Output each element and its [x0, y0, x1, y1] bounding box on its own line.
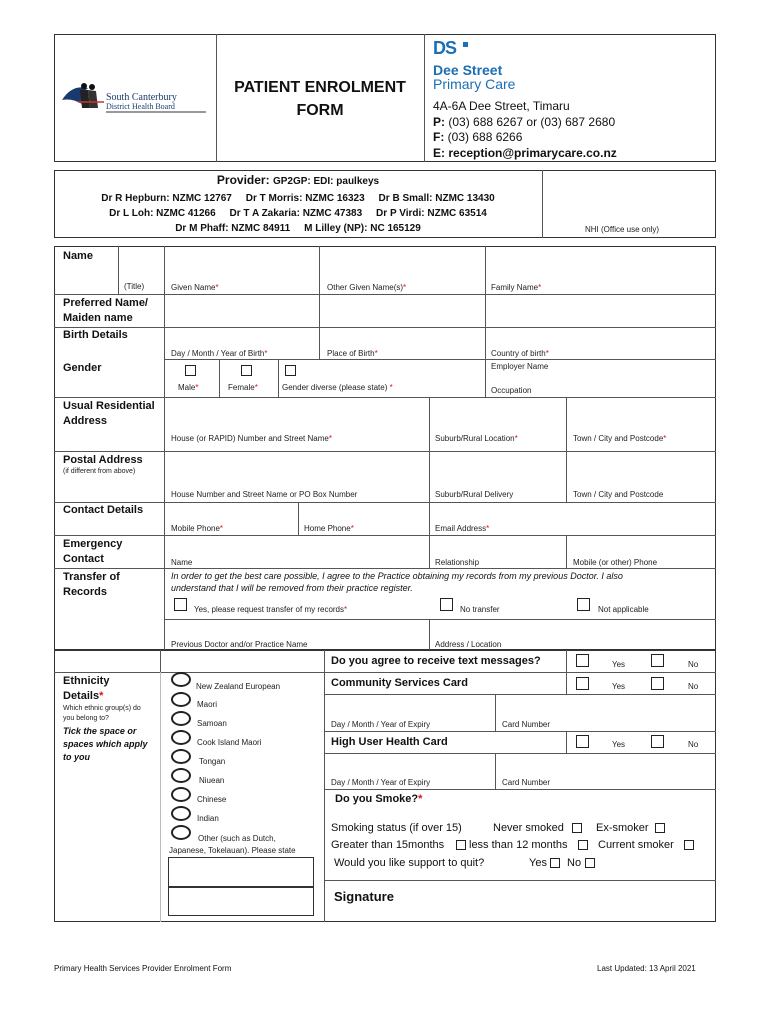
ethnicity-option: Niuean	[199, 776, 225, 785]
title-field[interactable]	[119, 247, 163, 281]
text-yes-label: Yes	[612, 660, 626, 669]
ethnicity-option-circle[interactable]	[171, 806, 191, 821]
huhc-label: High User Health Card	[331, 736, 448, 748]
other-given-field[interactable]	[320, 247, 484, 281]
other-given-label: Other Given Name(s)*	[327, 283, 407, 292]
country-birth-label: Country of birth*	[491, 349, 549, 358]
emergency-name-field[interactable]	[165, 536, 428, 556]
csc-no-label: No	[688, 682, 699, 691]
transfer-text: In order to get the best care possible, I agree to the Practice obtaining my records from my previous Doctor. I also understand that I will be removed from their practice register.	[171, 571, 623, 593]
family-name-field[interactable]	[486, 247, 715, 281]
current-smoker-checkbox[interactable]	[684, 840, 694, 850]
ethnicity-question: Which ethnic group(s) do you belong to?	[63, 705, 141, 722]
csc-no-checkbox[interactable]	[651, 677, 664, 690]
dhb-emblem-icon	[60, 78, 110, 118]
dhb-name-2: District Health Board	[106, 102, 175, 111]
practice-address: 4A-6A Dee Street, Timaru	[433, 99, 570, 113]
practice-phone: P: (03) 688 6267 or (03) 687 2680	[433, 115, 616, 129]
suburb-location-label: Suburb/Rural Location*	[435, 434, 518, 443]
postal-label: Postal Address	[63, 454, 143, 466]
ethnicity-other-field-1[interactable]	[168, 857, 314, 887]
male-checkbox[interactable]	[185, 365, 196, 376]
form-title	[216, 76, 424, 122]
occupation-field[interactable]	[576, 378, 715, 396]
residential-street-field[interactable]	[165, 398, 428, 432]
signature-label: Signature	[334, 889, 394, 904]
mobile-label: Mobile Phone*	[171, 524, 224, 533]
name-label: Name	[63, 250, 93, 262]
ethnicity-option-circle[interactable]	[171, 749, 191, 764]
huhc-no-label: No	[688, 740, 699, 749]
less-12-checkbox[interactable]	[578, 840, 588, 850]
prev-address-field[interactable]	[430, 620, 715, 638]
employer-label: Employer Name	[491, 362, 549, 371]
no-transfer-checkbox[interactable]	[440, 598, 453, 611]
provider-line3: Dr M Phaff: NZMC 84911 M Lilley (NP): NC 165129	[175, 223, 421, 234]
town-postcode2-label: Town / City and Postcode	[573, 490, 664, 499]
ex-smoker-checkbox[interactable]	[655, 823, 665, 833]
prev-doctor-label: Previous Doctor and/or Practice Name	[171, 640, 308, 649]
suburb-delivery-label: Suburb/Rural Delivery	[435, 490, 514, 499]
gender-diverse-checkbox[interactable]	[285, 365, 296, 376]
provider-line2: Dr L Loh: NZMC 41266 Dr T A Zakaria: NZMC 47383 Dr P Virdi: NZMC 63514	[109, 208, 487, 219]
csc-card-number-field[interactable]	[496, 695, 715, 718]
ethnicity-option-circle[interactable]	[171, 787, 191, 802]
dob-label: Day / Month / Year of Birth*	[171, 349, 268, 358]
huhc-yes-checkbox[interactable]	[576, 735, 589, 748]
transfer-label: Transfer of Records	[63, 571, 120, 598]
email-label: Email Address*	[435, 524, 490, 533]
male-label: Male*	[178, 383, 199, 392]
huhc-no-checkbox[interactable]	[651, 735, 664, 748]
ethnicity-option-circle[interactable]	[171, 768, 191, 783]
practice-email: E: reception@primarycare.co.nz	[433, 146, 617, 160]
form-title-line2: FORM	[296, 102, 344, 119]
signature-field[interactable]	[400, 882, 715, 920]
dob-field[interactable]	[165, 328, 318, 348]
quit-support-label: Would you like support to quit?	[334, 857, 485, 869]
gender-label: Gender	[63, 362, 102, 374]
less-12-label: less than 12 months	[469, 839, 568, 851]
relationship-field[interactable]	[430, 536, 565, 556]
ethnicity-option: Indian	[197, 814, 219, 823]
title-label: (Title)	[124, 282, 145, 291]
ethnicity-other-field-2[interactable]	[168, 887, 314, 916]
csc-expiry-field[interactable]	[325, 695, 494, 718]
text-no-label: No	[688, 660, 699, 669]
given-name-field[interactable]	[165, 247, 318, 281]
huhc-expiry-label: Day / Month / Year of Expiry	[331, 778, 431, 787]
yes-transfer-label: Yes, please request transfer of my records*	[194, 605, 348, 614]
yes-transfer-checkbox[interactable]	[174, 598, 187, 611]
text-no-checkbox[interactable]	[651, 654, 664, 667]
quit-no-checkbox[interactable]	[585, 858, 595, 868]
greater-15-label: Greater than 15months	[331, 839, 445, 851]
gender-diverse-label: Gender diverse (please state) *	[282, 383, 393, 392]
practice-fax: F: (03) 688 6266	[433, 130, 523, 144]
ethnicity-option: Samoan	[197, 719, 227, 728]
dhb-name-1: South Canterbury	[106, 92, 177, 103]
ethnicity-option-circle[interactable]	[171, 711, 191, 726]
residential-suburb-field[interactable]	[430, 398, 565, 432]
csc-expiry-label: Day / Month / Year of Expiry	[331, 720, 431, 729]
ethnicity-label: Ethnicity Details*	[63, 675, 110, 702]
ethnicity-option: Cook Island Maori	[197, 738, 262, 747]
smoking-status-label: Smoking status (if over 15)	[331, 822, 462, 834]
postal-town-field[interactable]	[567, 452, 715, 488]
not-applicable-checkbox[interactable]	[577, 598, 590, 611]
dhb-logo	[60, 78, 210, 118]
brand-sub: Primary Care	[433, 76, 516, 92]
brand-name: Dee Street	[433, 62, 503, 78]
home-phone-field[interactable]	[299, 503, 428, 523]
brand-logo	[433, 38, 468, 59]
postal-street-field[interactable]	[165, 452, 428, 488]
quit-yes-checkbox[interactable]	[550, 858, 560, 868]
prev-doctor-field[interactable]	[165, 620, 428, 638]
mobile-other-label: Mobile (or other) Phone	[573, 558, 658, 567]
employer-field[interactable]	[486, 360, 715, 376]
ethnicity-option-circle[interactable]	[171, 730, 191, 745]
female-label: Female*	[228, 383, 258, 392]
place-birth-field[interactable]	[320, 328, 484, 348]
emergency-name-label: Name	[171, 558, 193, 567]
csc-card-number-label: Card Number	[502, 720, 551, 729]
smoke-question: Do you Smoke?*	[335, 793, 423, 805]
postal-suburb-field[interactable]	[430, 452, 565, 488]
quit-yes-label: Yes	[529, 857, 547, 869]
ethnicity-option: Maori	[197, 700, 218, 709]
ex-smoker-label: Ex-smoker	[596, 822, 649, 834]
text-yes-checkbox[interactable]	[576, 654, 589, 667]
relationship-label: Relationship	[435, 558, 480, 567]
email-field[interactable]	[430, 503, 715, 523]
emergency-phone-field[interactable]	[567, 536, 715, 556]
never-smoked-label: Never smoked	[493, 822, 564, 834]
csc-yes-checkbox[interactable]	[576, 677, 589, 690]
huhc-card-number-field[interactable]	[496, 754, 715, 776]
ethnicity-option-circle[interactable]	[171, 692, 191, 707]
country-birth-field[interactable]	[486, 328, 715, 348]
quit-no-label: No	[567, 857, 582, 869]
home-phone-label: Home Phone*	[304, 524, 354, 533]
nhi-label: NHI (Office use only)	[585, 225, 660, 234]
house-rapid-label: House (or RAPID) Number and Street Name*	[171, 434, 332, 443]
ethnicity-other-label: Other (such as Dutch, Japanese, Tokelauan). Please state	[169, 834, 296, 855]
given-name-label: Given Name*	[171, 283, 219, 292]
current-smoker-label: Current smoker	[598, 839, 674, 851]
contact-label: Contact Details	[63, 504, 144, 516]
ethnicity-option-circle[interactable]	[171, 672, 191, 687]
postal-note: (if different from above)	[63, 468, 136, 475]
emergency-label: Emergency Contact	[63, 538, 123, 565]
footer-left: Primary Health Services Provider Enrolment Form	[54, 964, 232, 973]
ethnicity-option: Tongan	[199, 757, 226, 766]
town-postcode-label: Town / City and Postcode*	[573, 434, 667, 443]
csc-label: Community Services Card	[331, 677, 468, 689]
provider-heading: Provider: GP2GP: EDI: paulkeys	[216, 173, 380, 187]
not-applicable-label: Not applicable	[598, 605, 649, 614]
provider-line1: Dr R Hepburn: NZMC 12767 Dr T Morris: NZMC 16323 Dr B Small: NZMC 13430	[101, 193, 495, 204]
residential-town-field[interactable]	[567, 398, 715, 432]
mobile-field[interactable]	[165, 503, 297, 523]
residential-label: Usual Residential Address	[63, 400, 155, 427]
birth-details-label: Birth Details	[63, 329, 128, 341]
ethnicity-instruction: Tick the space or spaces which apply to you	[63, 726, 148, 762]
huhc-expiry-field[interactable]	[325, 754, 494, 776]
address-location-label: Address / Location	[435, 640, 502, 649]
ds-mark: DS	[433, 38, 457, 58]
huhc-yes-label: Yes	[612, 740, 626, 749]
form-title-line1: PATIENT ENROLMENT	[234, 79, 406, 96]
place-birth-label: Place of Birth*	[327, 349, 378, 358]
female-checkbox[interactable]	[241, 365, 252, 376]
ethnicity-option: New Zealand European	[196, 682, 281, 691]
ethnicity-option: Chinese	[197, 795, 227, 804]
footer-right: Last Updated: 13 April 2021	[597, 964, 696, 973]
csc-yes-label: Yes	[612, 682, 626, 691]
preferred-label: Preferred Name/ Maiden name	[63, 297, 148, 324]
huhc-card-number-label: Card Number	[502, 778, 551, 787]
text-messages-question: Do you agree to receive text messages?	[331, 655, 541, 667]
preferred-name-field[interactable]	[165, 295, 715, 326]
never-smoked-checkbox[interactable]	[572, 823, 582, 833]
no-transfer-label: No transfer	[460, 605, 500, 614]
family-name-label: Family Name*	[491, 283, 542, 292]
house-po-label: House Number and Street Name or PO Box Number	[171, 490, 358, 499]
occupation-label: Occupation	[491, 386, 532, 395]
greater-15-checkbox[interactable]	[456, 840, 466, 850]
